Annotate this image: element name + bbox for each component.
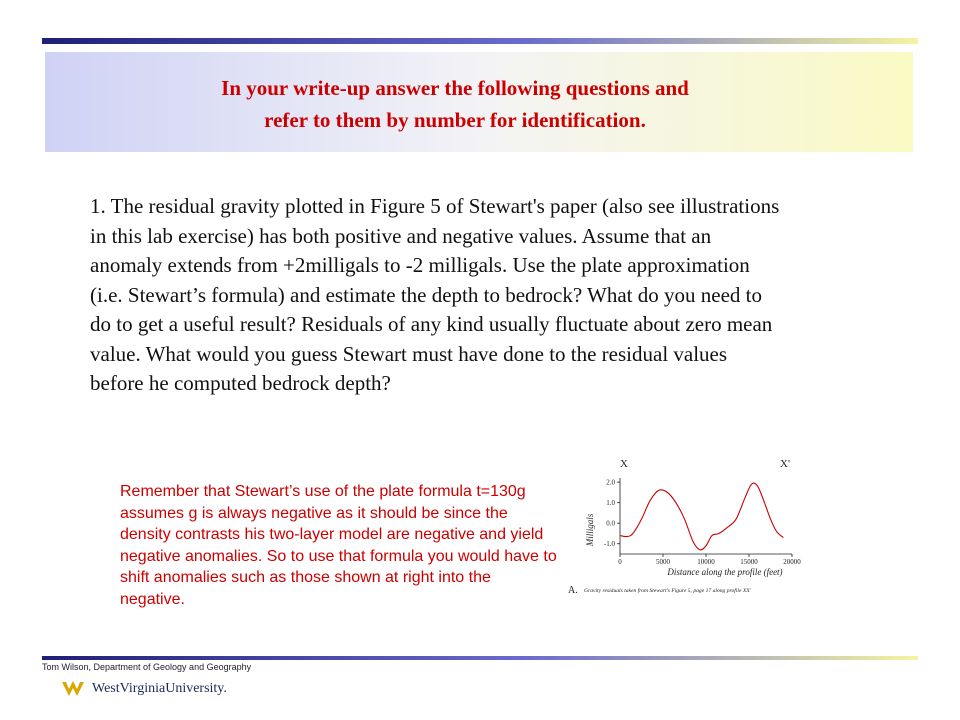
caption-letter: A.	[568, 585, 578, 596]
x-axis-label: Distance along the profile (feet)	[667, 567, 783, 577]
banner-heading	[60, 72, 850, 136]
logo-text: WestVirginiaUniversity.	[92, 681, 227, 696]
label-xprime: X'	[780, 458, 790, 470]
gravity-figure	[560, 450, 850, 610]
y-axis-label: Milligals	[585, 513, 595, 547]
banner-line-2: refer to them by number for identification.	[264, 108, 646, 132]
x-tick-label: 0	[618, 558, 622, 566]
y-tick-label: 0.0	[606, 519, 615, 528]
x-tick-label: 15000	[740, 558, 758, 566]
wv-logo-icon	[62, 680, 88, 698]
banner-line-1: In your write-up answer the following questions and	[221, 76, 689, 100]
y-tick-label: 2.0	[606, 478, 615, 487]
footer-credit: Tom Wilson, Department of Geology and Geography	[42, 662, 252, 672]
top-rule	[42, 38, 918, 44]
question-1: 1. The residual gravity plotted in Figure 5 of Stewart's paper (also see illustrations in this lab exercise) has both positive and negative values. Assume that an anomaly extends from +2milligals to -2 milligals. Use the plate approximation (i.e. Stewart’s formula) and estimate the depth to bedrock? What do you need to do to get a useful result? Residuals of any kind usually fluctuate about zero mean value. What would you guess Stewart must have done to the residual values before he computed bedrock depth?	[90, 194, 780, 395]
hint-note: Remember that Stewart’s use of the plate formula t=130g assumes g is always negative as it should be since the density contrasts his two-layer model are negative and yield negative anomalies. So to use that formula you would have to shift anomalies such as those shown at right into the negative.	[120, 483, 557, 608]
y-tick-label: 1.0	[606, 499, 615, 508]
x-tick-label: 5000	[656, 558, 670, 566]
gravity-chart	[560, 450, 850, 610]
x-tick-label: 10000	[697, 558, 715, 566]
bottom-rule	[42, 656, 918, 660]
figure-caption: Gravity residuals taken from Stewart's Figure 5, page 17 along profile XX'	[584, 588, 751, 594]
label-x: X	[620, 458, 628, 470]
y-tick-label: -1.0	[603, 540, 615, 549]
x-tick-label: 20000	[783, 558, 801, 566]
plot-area	[604, 478, 801, 566]
university-logo	[62, 676, 227, 702]
gravity-residual-line	[620, 483, 783, 550]
